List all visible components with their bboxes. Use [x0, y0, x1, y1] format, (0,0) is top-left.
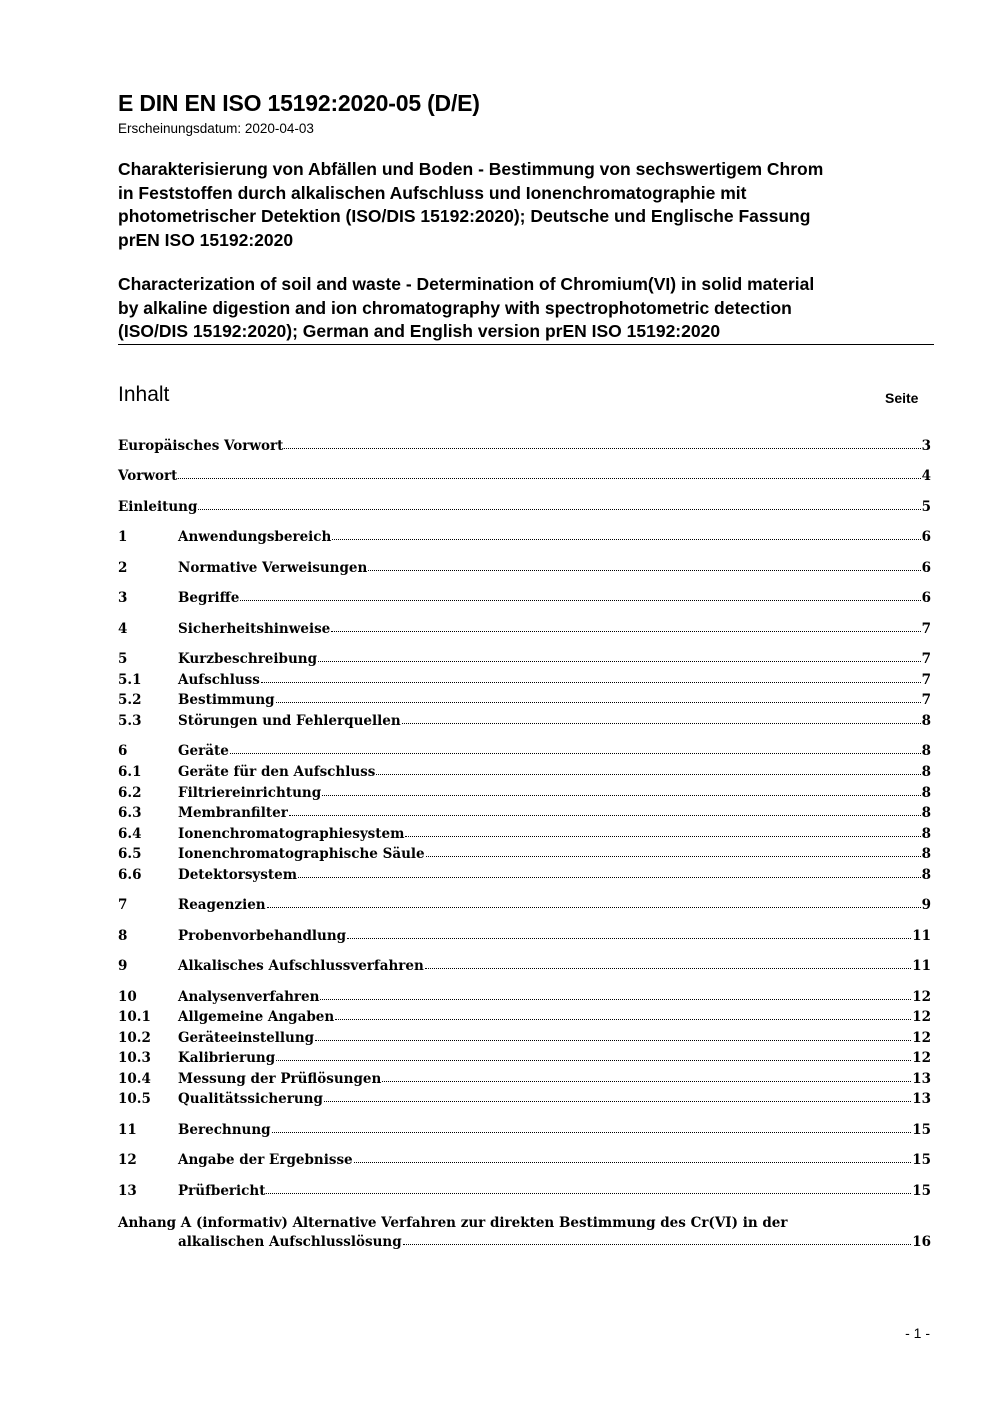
toc-entry-page: 12 — [912, 989, 931, 1005]
toc-entry-page: 7 — [921, 651, 931, 667]
toc-entry-title: Begriffe — [178, 590, 240, 606]
toc-leader-dots — [315, 1040, 911, 1041]
toc-entry-page: 7 — [921, 621, 931, 637]
toc-entry-title: Vorwort — [118, 468, 178, 484]
toc-entry-number: 6 — [118, 743, 128, 759]
toc-entry[interactable] — [118, 434, 931, 454]
toc-entry-page: 8 — [921, 713, 931, 729]
toc-entry-page: 9 — [921, 897, 931, 913]
toc-entry-number: 6.2 — [118, 785, 142, 801]
toc-entry[interactable] — [118, 801, 931, 821]
toc-entry[interactable] — [118, 1087, 931, 1107]
toc-leader-dots — [178, 478, 920, 479]
toc-entry[interactable] — [118, 954, 931, 974]
toc-entry-page: 8 — [921, 764, 931, 780]
toc-entry-page: 15 — [912, 1183, 931, 1199]
toc-entry-number: 11 — [118, 1122, 137, 1138]
toc-entry-page: 8 — [921, 867, 931, 883]
toc-entry-number: 6.3 — [118, 805, 142, 821]
toc-entry-title: Geräte — [178, 743, 229, 759]
toc-entry[interactable] — [118, 688, 931, 708]
toc-entry-title: Geräteeinstellung — [178, 1030, 315, 1046]
toc-heading: Inhalt — [118, 383, 170, 406]
toc-entry-title: Störungen und Fehlerquellen — [178, 713, 401, 729]
toc-entry-page: 6 — [921, 590, 931, 606]
toc-entry[interactable] — [118, 647, 931, 667]
publication-date: Erscheinungsdatum: 2020-04-03 — [118, 121, 314, 136]
toc-entry[interactable] — [118, 525, 931, 545]
toc-leader-dots — [382, 1081, 911, 1082]
toc-entry-page: 7 — [921, 692, 931, 708]
toc-entry-number: 10.1 — [118, 1009, 151, 1025]
toc-entry-number: 10.5 — [118, 1091, 151, 1107]
toc-entry-title: Europäisches Vorwort — [118, 438, 284, 454]
toc-leader-dots — [276, 702, 921, 703]
page-number: - 1 - — [905, 1325, 930, 1341]
toc-entry-number: 5.3 — [118, 713, 142, 729]
toc-entry-number: 12 — [118, 1152, 137, 1168]
toc-entry-number: 10.3 — [118, 1050, 151, 1066]
toc-leader-dots — [354, 1162, 912, 1163]
toc-entry[interactable] — [118, 1026, 931, 1046]
toc-entry-page: 13 — [912, 1071, 931, 1087]
toc-entry-number: 13 — [118, 1183, 137, 1199]
toc-leader-dots — [240, 600, 920, 601]
toc-leader-dots — [276, 1060, 911, 1061]
toc-leader-dots — [425, 968, 911, 969]
toc-leader-dots — [324, 1101, 911, 1102]
toc-leader-dots — [376, 774, 920, 775]
toc-entry-number: 10.4 — [118, 1071, 151, 1087]
toc-leader-dots — [261, 682, 921, 683]
toc-entry-title: Qualitätssicherung — [178, 1091, 323, 1107]
toc-entry-number: 2 — [118, 560, 128, 576]
toc-entry-page: 8 — [921, 826, 931, 842]
toc-entry-title: Berechnung — [178, 1122, 271, 1138]
toc-entry[interactable] — [118, 464, 931, 484]
title-line: in Feststoffen durch alkalischen Aufschluss und Ionenchromatographie mit — [118, 182, 747, 203]
toc-entry-number: 5.1 — [118, 672, 142, 688]
toc-leader-dots — [230, 753, 921, 754]
title-line: Charakterisierung von Abfällen und Boden - Bestimmung von sechswertigem Chrom — [118, 159, 824, 179]
toc-leader-dots — [320, 999, 911, 1000]
toc-entry[interactable] — [118, 709, 931, 729]
toc-entry-title: Bestimmung — [178, 692, 275, 708]
toc-leader-dots — [318, 661, 921, 662]
toc-entry[interactable] — [118, 1148, 931, 1168]
toc-leader-dots — [267, 907, 921, 908]
toc-entry-title: Ionenchromatographische Säule — [178, 846, 425, 862]
toc-annex-line1[interactable]: Anhang A (informativ) Alternative Verfahren zur direkten Bestimmung des Cr(VI) in der — [118, 1215, 788, 1231]
toc-entry-title: Angabe der Ergebnisse — [178, 1152, 353, 1168]
toc-entry-page: 13 — [912, 1091, 931, 1107]
toc-entry-page: 12 — [912, 1009, 931, 1025]
toc-entry-title: Analysenverfahren — [178, 989, 320, 1005]
toc-entry-page: 12 — [912, 1050, 931, 1066]
toc-entry[interactable] — [118, 1118, 931, 1138]
toc-entry-title: alkalischen Aufschlusslösung — [178, 1234, 402, 1250]
title-line: prEN ISO 15192:2020 — [118, 229, 294, 250]
toc-entry-number: 6.4 — [118, 826, 142, 842]
toc-entry[interactable] — [118, 495, 931, 515]
toc-entry[interactable] — [118, 985, 931, 1005]
toc-leader-dots — [347, 938, 911, 939]
toc-entry-title: Ionenchromatographiesystem — [178, 826, 405, 842]
document-id: E DIN EN ISO 15192:2020-05 (D/E) — [118, 90, 480, 116]
title-english — [118, 273, 938, 344]
toc-entry-page: 12 — [912, 1030, 931, 1046]
toc-entry-title: Messung der Prüflösungen — [178, 1071, 382, 1087]
toc-leader-dots — [405, 836, 920, 837]
toc-leader-dots — [266, 1193, 911, 1194]
title-line: by alkaline digestion and ion chromatography with spectrophotometric detection — [118, 297, 792, 318]
toc-entry[interactable] — [118, 668, 931, 688]
toc-entry-number: 6.6 — [118, 867, 142, 883]
toc-entry-title: Prüfbericht — [178, 1183, 266, 1199]
toc-entry[interactable] — [118, 863, 931, 883]
toc-entry-number: 9 — [118, 958, 128, 974]
toc-entry[interactable] — [118, 822, 931, 842]
toc-leader-dots — [402, 723, 921, 724]
toc-entry-title: Normative Verweisungen — [178, 560, 368, 576]
toc-entry-page: 7 — [921, 672, 931, 688]
toc-entry[interactable] — [118, 1046, 931, 1066]
toc-entry-title: Reagenzien — [178, 897, 266, 913]
toc-entry-number: 4 — [118, 621, 128, 637]
toc-entry-page: 6 — [921, 529, 931, 545]
toc-entry-number: 5.2 — [118, 692, 142, 708]
toc-entry[interactable] — [118, 739, 931, 759]
title-german — [118, 158, 938, 252]
toc-entry[interactable] — [118, 1005, 931, 1025]
toc-entry-title: Detektorsystem — [178, 867, 297, 883]
toc-entry-number: 3 — [118, 590, 128, 606]
toc-entry-title: Membranfilter — [178, 805, 288, 821]
toc-leader-dots — [368, 570, 920, 571]
toc-entry-number: 10.2 — [118, 1030, 151, 1046]
toc-leader-dots — [289, 815, 921, 816]
toc-entry-title: Aufschluss — [178, 672, 260, 688]
toc-entry-title: Filtriereinrichtung — [178, 785, 322, 801]
toc-entry-page: 5 — [921, 499, 931, 515]
toc-entry[interactable] — [118, 842, 931, 862]
toc-entry-title: Kurzbeschreibung — [178, 651, 318, 667]
title-line: Characterization of soil and waste - Determination of Chromium(VI) in solid material — [118, 274, 815, 294]
toc-entry-page: 4 — [921, 468, 931, 484]
toc-entry[interactable] — [118, 556, 931, 576]
toc-entry[interactable] — [118, 924, 931, 944]
toc-entry-number: 6.1 — [118, 764, 142, 780]
toc-entry-title: Einleitung — [118, 499, 198, 515]
toc-annex-line2[interactable] — [118, 1230, 931, 1250]
toc-entry-title: Probenvorbehandlung — [178, 928, 347, 944]
toc-entry-page: 6 — [921, 560, 931, 576]
toc-entry-page: 8 — [921, 743, 931, 759]
toc-leader-dots — [332, 539, 920, 540]
toc-leader-dots — [298, 877, 921, 878]
toc-entry-title: Sicherheitshinweise — [178, 621, 331, 637]
toc-entry-page: 3 — [921, 438, 931, 454]
toc-entry[interactable] — [118, 586, 931, 606]
toc-entry[interactable] — [118, 781, 931, 801]
toc-entry-number: 1 — [118, 529, 128, 545]
toc-leader-dots — [198, 509, 920, 510]
toc-entry-number: 8 — [118, 928, 128, 944]
toc-leader-dots — [331, 631, 920, 632]
toc-entry-title: Geräte für den Aufschluss — [178, 764, 376, 780]
toc-entry-number: 7 — [118, 897, 128, 913]
toc-entry-page: 15 — [912, 1152, 931, 1168]
toc-entry[interactable] — [118, 617, 931, 637]
toc-entry[interactable] — [118, 1067, 931, 1087]
toc-entry[interactable] — [118, 893, 931, 913]
toc-leader-dots — [335, 1019, 911, 1020]
toc-entry-number: 6.5 — [118, 846, 142, 862]
toc-entry-page: 15 — [912, 1122, 931, 1138]
title-divider — [118, 344, 934, 345]
toc-entry-page: 11 — [912, 928, 931, 944]
toc-leader-dots — [322, 795, 920, 796]
toc-leader-dots — [426, 856, 921, 857]
toc-leader-dots — [272, 1132, 912, 1133]
toc-entry-number: 10 — [118, 989, 137, 1005]
toc-entry-title: Kalibrierung — [178, 1050, 276, 1066]
toc-leader-dots — [284, 448, 920, 449]
toc-entry[interactable] — [118, 1179, 931, 1199]
toc-entry-title: Anwendungsbereich — [178, 529, 332, 545]
toc-entry-title: Allgemeine Angaben — [178, 1009, 335, 1025]
toc-entry[interactable] — [118, 760, 931, 780]
title-line: (ISO/DIS 15192:2020); German and English version prEN ISO 15192:2020 — [118, 321, 721, 341]
title-line: photometrischer Detektion (ISO/DIS 15192:2020); Deutsche und Englische Fassung — [118, 206, 811, 226]
toc-entry-number: 5 — [118, 651, 128, 667]
toc-entry-page: 8 — [921, 785, 931, 801]
toc-entry-page: 16 — [912, 1234, 931, 1250]
toc-entry-page: 11 — [912, 958, 931, 974]
toc-page-label: Seite — [885, 390, 919, 406]
toc-entry-title: Alkalisches Aufschlussverfahren — [178, 958, 424, 974]
toc-entry-page: 8 — [921, 846, 931, 862]
toc-leader-dots — [403, 1244, 912, 1245]
toc-entry-page: 8 — [921, 805, 931, 821]
